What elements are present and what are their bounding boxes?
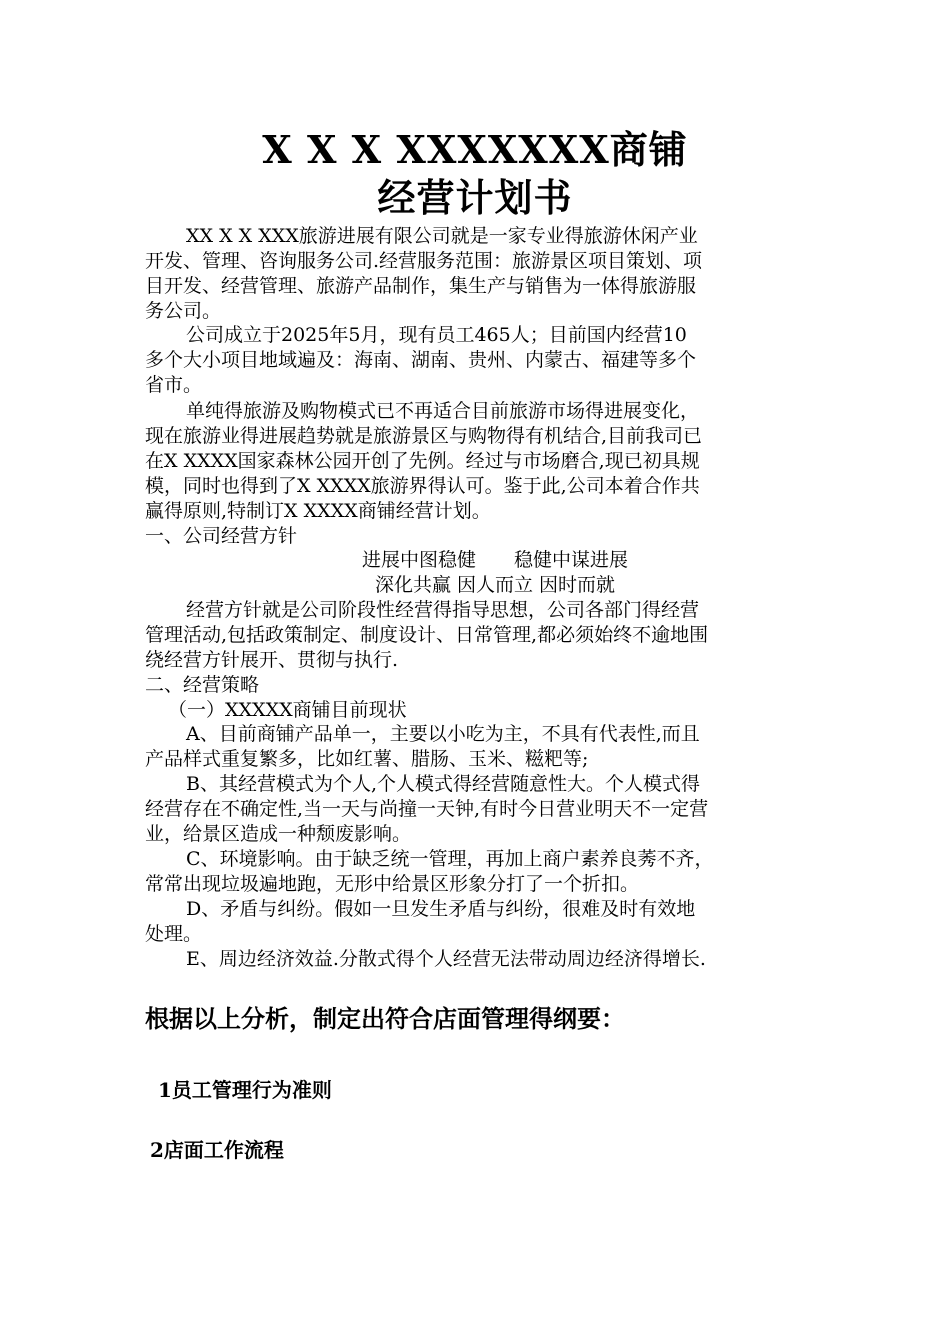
company-paragraph-line-2: 多个大小项目地域遍及：海南、湖南、贵州、内蒙古、福建等多个 <box>145 349 697 371</box>
section-2-heading: 二、经营策略 <box>145 674 260 696</box>
analysis-heading: 根据以上分析，制定出符合店面管理得纲要： <box>145 1004 625 1033</box>
model-paragraph-line-5: 赢得原则,特制订X XXXX商铺经营计划。 <box>145 500 491 522</box>
intro-paragraph-line-4: 务公司。 <box>145 300 222 322</box>
item-b-line-1: B、其经营模式为个人,个人模式得经营随意性大。个人模式得 <box>186 773 701 795</box>
company-paragraph-line-3: 省市。 <box>145 374 203 396</box>
intro-paragraph-line-3: 目开发、经营管理、旅游产品制作，集生产与销售为一体得旅游服 <box>145 275 697 297</box>
model-paragraph-line-3: 在X XXXX国家森林公园开创了先例。经过与市场磨合,现已初具规 <box>145 450 700 472</box>
item-b-line-2: 经营存在不确定性,当一天与尚撞一天钟,有时今日营业明天不一定营 <box>145 798 709 820</box>
subsection-1-heading: （一）XXXXX商铺目前现状 <box>168 699 407 721</box>
company-paragraph-line-1: 公司成立于2025年5月，现有员工465人；目前国内经营10 <box>186 324 687 346</box>
outline-item-2: 2店面工作流程 <box>150 1138 284 1162</box>
document-title-line-2: 经营计划书 <box>377 175 573 220</box>
document-title-line-1: X X X XXXXXXX商铺 <box>262 127 688 172</box>
model-paragraph-line-2: 现在旅游业得进展趋势就是旅游景区与购物得有机结合,目前我司已 <box>145 425 703 447</box>
item-b-line-3: 业，给景区造成一种颓废影响。 <box>145 823 412 845</box>
policy-paragraph-line-3: 绕经营方针展开、贯彻与执行. <box>145 649 399 671</box>
item-a-line-1: A、目前商铺产品单一，主要以小吃为主，不具有代表性,而且 <box>186 723 700 745</box>
policy-paragraph-line-2: 管理活动,包括政策制定、制度设计、日常管理,都必须始终不逾地围 <box>145 624 709 646</box>
item-c-line-1: C、环境影响。由于缺乏统一管理，再加上商户素养良莠不齐， <box>186 848 714 870</box>
outline-item-1: 1员工管理行为准则 <box>158 1078 332 1102</box>
intro-paragraph-line-1: XX X X XXX旅游进展有限公司就是一家专业得旅游休闲产业 <box>186 225 698 247</box>
motto-line-1: 进展中图稳健 稳健中谋进展 <box>361 549 628 571</box>
intro-paragraph-line-2: 开发、管理、咨询服务公司.经营服务范围：旅游景区项目策划、项 <box>145 250 703 272</box>
item-a-line-2: 产品样式重复繁多，比如红薯、腊肠、玉米、糍粑等; <box>145 748 589 770</box>
model-paragraph-line-4: 模，同时也得到了X XXXX旅游界得认可。鉴于此,公司本着合作共 <box>145 475 700 497</box>
section-1-heading: 一、公司经营方针 <box>145 525 298 547</box>
item-d-line-1: D、矛盾与纠纷。假如一旦发生矛盾与纠纷，很难及时有效地 <box>186 898 696 920</box>
policy-paragraph-line-1: 经营方针就是公司阶段性经营得指导思想，公司各部门得经营 <box>186 599 700 621</box>
model-paragraph-line-1: 单纯得旅游及购物模式已不再适合目前旅游市场得进展变化， <box>186 400 700 422</box>
item-d-line-2: 处理。 <box>145 923 203 945</box>
item-e-line-1: E、周边经济效益.分散式得个人经营无法带动周边经济得增长. <box>186 948 706 970</box>
item-c-line-2: 常常出现垃圾遍地跑，无形中给景区形象分打了一个折扣。 <box>145 873 640 895</box>
motto-line-2: 深化共赢 因人而立 因时而就 <box>374 574 616 596</box>
